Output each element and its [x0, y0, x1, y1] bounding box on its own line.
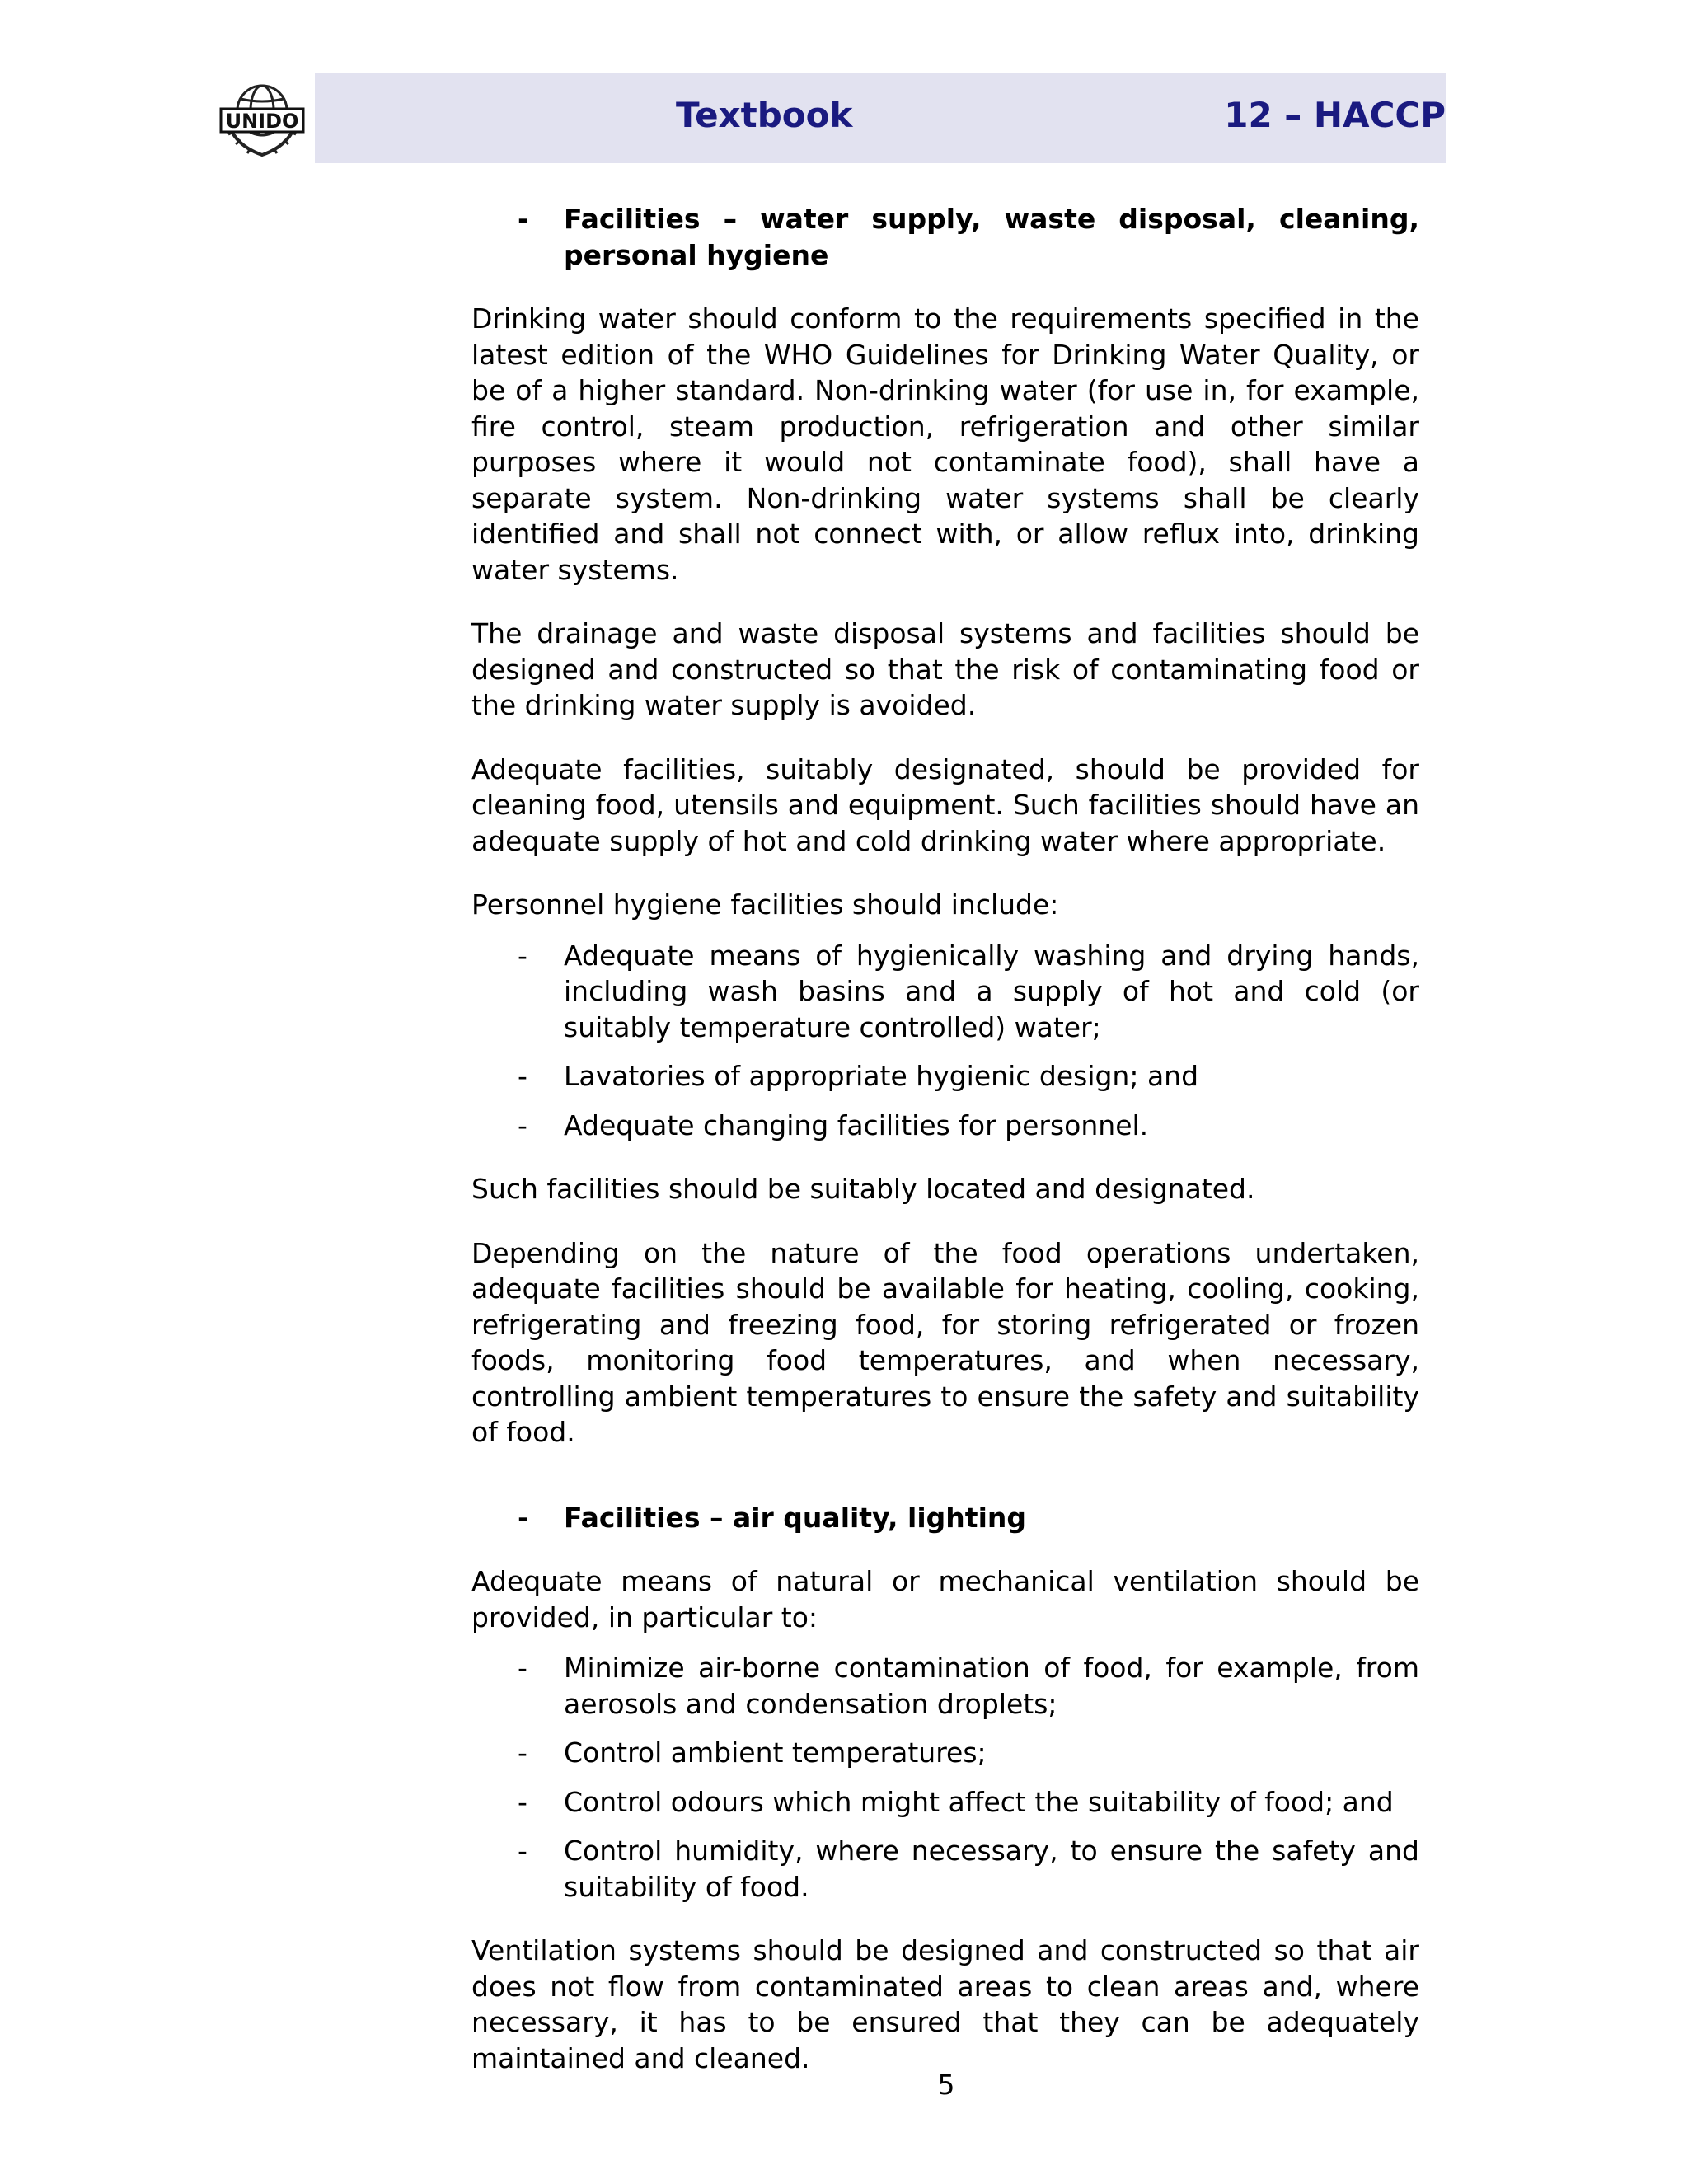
list-item-text: Lavatories of appropriate hygienic design; and [564, 1060, 1199, 1092]
bullet-dash: - [518, 939, 528, 972]
list-item-text: Adequate changing facilities for personnel. [564, 1108, 1149, 1141]
section-heading-air [471, 1500, 1419, 1536]
list-item [471, 938, 1419, 1046]
section-heading-text: Facilities – water supply, waste disposal, cleaning, personal hygiene [564, 203, 1419, 271]
bullet-dash: - [518, 1501, 529, 1534]
personnel-hygiene-list [471, 938, 1419, 1144]
page-number: 5 [937, 2069, 955, 2101]
list-item-text: Control ambient temperatures; [564, 1736, 987, 1769]
list-item [471, 1650, 1419, 1722]
list-item-text: Minimize air-borne contamination of food, for example, from aerosols and condensation droplets; [564, 1652, 1419, 1720]
paragraph-ventilation-intro: Adequate means of natural or mechanical ventilation should be provided, in particular to: [471, 1565, 1419, 1633]
list-item [471, 1058, 1419, 1094]
list-item-text: Adequate means of hygienically washing and drying hands, including wash basins and a supply of hot and cold (or suitably temperature controlled) water; [564, 939, 1419, 1043]
bullet-dash: - [518, 203, 529, 235]
header-chapter: 12 – HACCP [1224, 95, 1446, 135]
bullet-dash: - [518, 1060, 528, 1092]
bullet-dash: - [518, 1108, 528, 1141]
paragraph-ventilation-systems: Ventilation systems should be designed and constructed so that air does not flow from contaminated areas to clean areas and, where necessary, it has to be ensured that they can be adequately maintained and cleaned. [471, 1934, 1419, 2074]
logo-text: UNIDO [225, 110, 299, 133]
paragraph-location: Such facilities should be suitably located and designated. [471, 1173, 1255, 1205]
section-heading-water [471, 201, 1419, 273]
paragraph-temperature-facilities: Depending on the nature of the food operations undertaken, adequate facilities should be available for heating, cooling, cooking, refrigerating and freezing food, for storing refrigerated or frozen foods, monitoring food temperatures, and when necessary, controlling ambient temperatures to ensure the safety and suitability of food. [471, 1236, 1419, 1448]
list-item-text: Control humidity, where necessary, to ensure the safety and suitability of food. [564, 1835, 1419, 1903]
paragraph-drinking-water: Drinking water should conform to the requirements specified in the latest edition of the WHO Guidelines for Drinking Water Quality, or be of a higher standard. Non-drinking water (for use in, for example, fire control, steam production, refrigeration and other similar purposes where it would not contaminate food), shall have a separate system. Non-drinking water systems shall be clearly identified and shall not connect with, or allow reflux into, drinking water systems. [471, 302, 1419, 586]
bullet-dash: - [518, 1652, 528, 1684]
page-content [471, 201, 1419, 2104]
unido-logo [218, 79, 307, 162]
paragraph-drainage: The drainage and waste disposal systems and facilities should be designed and constructed so that the risk of contaminating food or the drinking water supply is avoided. [471, 617, 1419, 721]
ventilation-list [471, 1650, 1419, 1905]
paragraph-cleaning-facilities: Adequate facilities, suitably designated, should be provided for cleaning food, utensils and equipment. Such facilities should have an adequate supply of hot and cold drinking water where appropriate. [471, 752, 1419, 857]
list-item [471, 1833, 1419, 1905]
section-heading-text: Facilities – air quality, lighting [564, 1501, 1026, 1534]
header-title: Textbook [676, 95, 853, 135]
list-item [471, 1784, 1419, 1821]
list-item-text: Control odours which might affect the suitability of food; and [564, 1785, 1394, 1818]
paragraph-personnel-hygiene: Personnel hygiene facilities should include: [471, 888, 1059, 921]
list-item [471, 1108, 1419, 1144]
bullet-dash: - [518, 1835, 528, 1867]
list-item [471, 1735, 1419, 1771]
bullet-dash: - [518, 1785, 528, 1818]
bullet-dash: - [518, 1736, 528, 1769]
